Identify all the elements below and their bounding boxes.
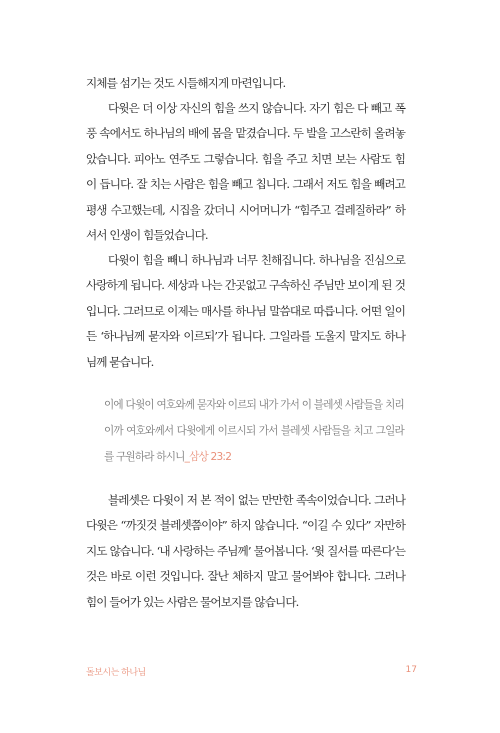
scripture-quote-text: 이에 다윗이 여호와께 묻자와 이르되 내가 가서 이 블레셋 사람들을 치리이까 여호와께서 다윗에게 이르시되 가서 블레셋 사람들을 치고 그일라를 구원하라 하시니 <box>104 399 404 463</box>
footer-book-title: 돌보시는 하나님 <box>86 668 146 678</box>
scripture-quote <box>104 392 404 470</box>
paragraph-david-strength: 다윗은 더 이상 자신의 힘을 쓰지 않습니다. 자기 힘은 다 빼고 폭풍 속에서도 하나님의 배에 몸을 맡겼습니다. 두 발을 고스란히 올려놓았습니다. 피아노 연주도 그렇습니다. 힘을 주고 치면 보는 사람도 힘이 듭니다. 잘 치는 사람은 힘을 빼고 칩니다. 그래서 저도 힘을 빼려고 평생 수고했는데, 시집을 갔더니 시어머니가 “힘주고 걸레질하라” 하셔서 인생이 힘들었습니다. <box>86 101 405 243</box>
paragraph-philistines: 블레셋은 다윗이 저 본 적이 없는 만만한 족속이었습니다. 그러나 다윗은 “까짓것 블레셋쯤이야” 하지 않습니다. “이길 수 있다” 자만하지도 않습니다. ‘내 사랑하는 주님께’ 물어봅니다. ‘윗 질서를 따른다’는 것은 바로 이런 것입니다. 잘난 체하지 말고 물어봐야 합니다. 그러나 힘이 들어가 있는 사람은 물어보지를 않습니다. <box>86 493 405 609</box>
page-number: 17 <box>405 665 417 675</box>
paragraph-continuation: 지체를 섬기는 것도 시들해지게 마련입니다. <box>86 76 286 90</box>
scripture-reference: _삼상 23:2 <box>184 451 232 463</box>
paragraph-david-god: 다윗이 힘을 빼니 하나님과 너무 친해집니다. 하나님을 진심으로 사랑하게 됩니다. 세상과 나는 간곳없고 구속하신 주님만 보이게 된 것입니다. 그러므로 이제는 매사를 하나님 말씀대로 따릅니다. 어떤 일이든 ‘하나님께 묻자와 이르되’가 됩니다. 그일라를 도울지 말지도 하나님께 묻습니다. <box>86 253 405 369</box>
